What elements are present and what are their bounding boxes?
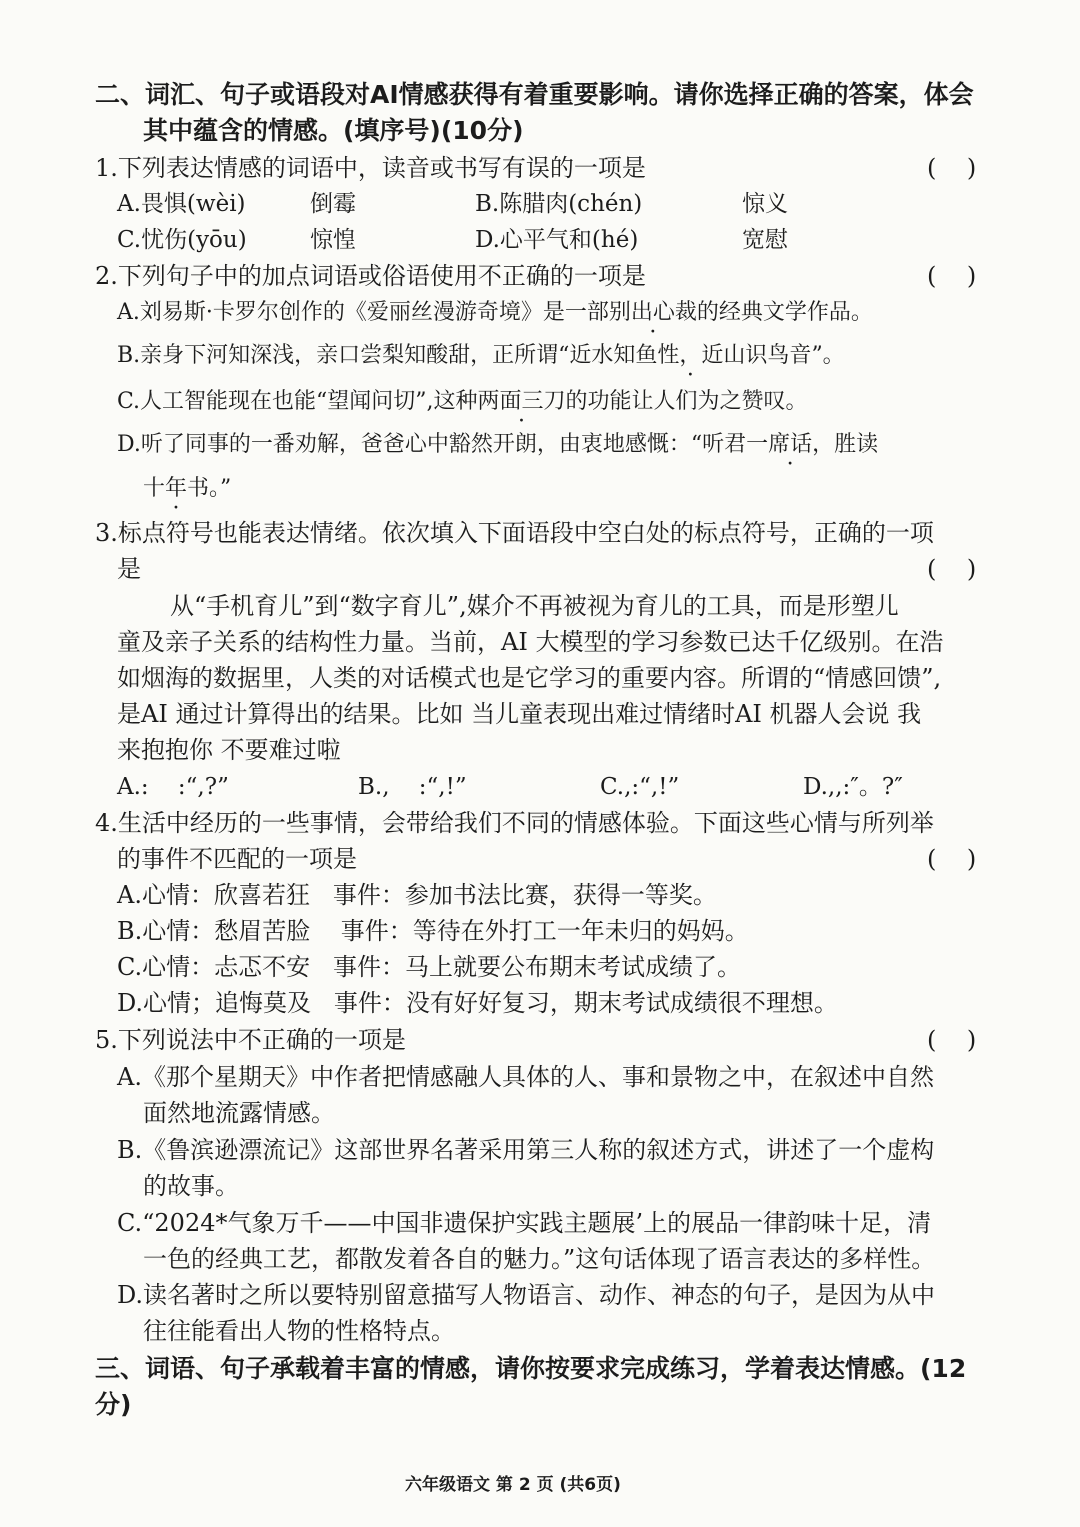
section3-heading-line1: 三、词语、句子承载着丰富的情感，请你按要求完成练习，学着表达情感。(12 [95, 1354, 967, 1383]
q2-c-dotted: 两面三刀 [477, 389, 566, 414]
q3-passage-line1: 从“手机育儿”到“数字育儿”,媒介不再被视为育儿的工具，而是形塑儿 [170, 592, 899, 620]
q4-option-c: C.心情：忐忑不安 事件：马上就要公布期末考试成绩了。 [117, 953, 742, 981]
q5-option-c-line2: 一色的经典工艺，都散发着各自的魅力。”这句话体现了语言表达的多样性。 [143, 1245, 936, 1273]
q3-option-a: A.: :“,?” [117, 774, 229, 800]
q3-passage-line2: 童及亲子关系的结构性力量。当前，AI 大模型的学习参数已达千亿级别。在浩 [117, 628, 944, 656]
q5-option-d-line2: 往往能看出人物的性格特点。 [143, 1317, 455, 1345]
q2-b-text-post: ”。 [811, 343, 845, 368]
q5-option-b-line2: 的故事。 [143, 1172, 239, 1200]
q1-answer-blank[interactable]: ( ) [927, 154, 977, 182]
q5-option-a-line1: A.《那个星期天》中作者把情感融人具体的人、事和景物之中，在叙述中自然 [117, 1063, 934, 1091]
q1-option-b-word: 惊义 [742, 191, 788, 217]
section2-heading-line1: 二、词汇、句子或语段对AI情感获得有着重要影响。请你选择正确的答案，体会 [95, 80, 974, 109]
q2-option-c [117, 387, 808, 417]
q2-option-a [117, 298, 873, 328]
page-footer: 六年级语文 第 2 页 (共6页) [405, 1475, 621, 1495]
q3-answer-blank[interactable]: ( ) [927, 555, 977, 583]
q1-option-b: B.陈腊肉(chén) [475, 191, 643, 217]
q2-d-dotted-1: 听君一席话，胜读 · [702, 430, 878, 460]
q1-option-c-word: 惊惶 [310, 227, 356, 253]
q3-stem-line1: 3.标点符号也能表达情绪。依次填入下面语段中空白处的标点符号，正确的一项 [95, 519, 934, 547]
q1-option-d-word: 宽慰 [742, 227, 788, 253]
q1-option-c: C.忧伤(yōu) [117, 227, 247, 253]
section3-heading-line2: 分) [95, 1390, 132, 1419]
q2-option-d [117, 430, 878, 460]
q3-stem-line2: 是 [117, 555, 141, 583]
q3-passage-line5: 来抱抱你 不要难过啦 [117, 736, 341, 764]
q5-option-d-line1: D.读名著时之所以要特别留意描写人物语言、动作、神态的句子，是因为从中 [117, 1281, 936, 1309]
q2-a-dotted: 别出心裁 [608, 300, 697, 325]
q2-d-text-post: 。” [209, 476, 232, 501]
q1-option-a: A.畏惧(wèi) [117, 191, 246, 217]
q1-option-a-word: 倒霉 [310, 191, 356, 217]
q4-answer-blank[interactable]: ( ) [927, 845, 977, 873]
q3-option-c: C.,:“,!” [600, 774, 680, 800]
q2-d-text-pre: D.听了同事的一番劝解，爸爸心中豁然开朗，由衷地感慨：“ [117, 432, 703, 457]
q4-option-d: D.心情；追悔莫及 事件：没有好好复习，期末考试成绩很不理想。 [117, 989, 838, 1017]
q1-stem: 1.下列表达情感的词语中，读音或书写有误的一项是 [95, 154, 646, 182]
q2-c-text-pre: C.人工智能现在也能“望闻问切”,这种 [117, 389, 478, 414]
q2-d-dotted-2: 十年书 [143, 476, 210, 501]
q5-answer-blank[interactable]: ( ) [927, 1026, 977, 1054]
q4-stem-line2: 的事件不匹配的一项是 [117, 845, 357, 873]
q2-c-text-post: 的功能让人们为之赞叹。 [565, 389, 808, 414]
q1-option-d: D.心平气和(hé) [475, 227, 639, 253]
q2-a-text-post: 的经典文学作品。 [696, 300, 873, 325]
q5-stem: 5.下列说法中不正确的一项是 [95, 1026, 406, 1054]
q2-b-dotted: 近水知鱼性，近山识鸟音 · [569, 341, 811, 371]
q2-answer-blank[interactable]: ( ) [927, 262, 977, 290]
q4-option-b: B.心情：愁眉苦脸 事件：等待在外打工一年未归的妈妈。 [117, 917, 749, 945]
q5-option-b-line1: B.《鲁滨逊漂流记》这部世界名著采用第三人称的叙述方式，讲述了一个虚构 [117, 1136, 935, 1164]
q5-option-c-line1: C.“2024*气象万千——中国非遗保护实践主题展’上的展品一律韵味十足，清 [117, 1209, 932, 1237]
q2-option-b [117, 341, 845, 371]
q2-b-text-pre: B.亲身下河知深浅，亲口尝梨知酸甜，正所谓“ [117, 343, 570, 368]
q3-option-d: D.,,:″。?″ [803, 774, 903, 800]
q2-option-d-cont [143, 474, 231, 504]
q5-option-a-line2: 面然地流露情感。 [143, 1099, 335, 1127]
q3-option-b: B., :“,!” [358, 774, 467, 800]
q2-a-text-pre: A.刘易斯·卡罗尔创作的《爱丽丝漫游奇境》是一部 [117, 300, 609, 325]
q2-stem: 2.下列句子中的加点词语或俗语使用不正确的一项是 [95, 262, 646, 290]
q4-stem-line1: 4.生活中经历的一些事情，会带给我们不同的情感体验。下面这些心情与所列举 [95, 809, 934, 837]
q3-passage-line4: 是AI 通过计算得出的结果。比如 当儿童表现出难过情绪时AI 机器人会说 我 [117, 700, 922, 728]
q3-passage-line3: 如烟海的数据里，人类的对话模式也是它学习的重要内容。所谓的“情感回馈”, [117, 664, 942, 692]
q4-option-a: A.心情：欣喜若狂 事件：参加书法比赛，获得一等奖。 [117, 881, 717, 909]
section2-heading-line2: 其中蕴含的情感。(填序号)(10分) [143, 116, 524, 145]
